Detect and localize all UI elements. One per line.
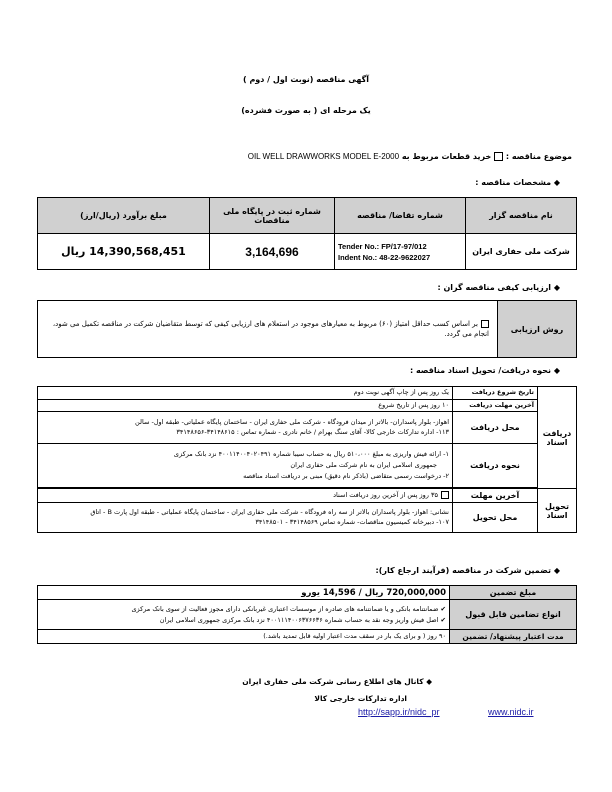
receive-method-value: ۱- ارائه فیش واریزی به مبلغ ۵۱۰،۰۰۰ ریال به حساب سیبا شماره ۴۰۰۱۱۴۰۰۴۰۲۰۴۹۱ نزد بانک مرکزی جمهوری اسلامی ایران به نام شرکت ملی حفاری ایران ۲- درخواست رسمی متقاضی (باذکر نام دقیق) مبنی بر دریافت اسناد مناقصه [38,444,453,488]
guarantee-types-value: ✔ ضمانتنامه بانکی و یا ضمانتنامه های صادره از موسسات اعتباری غیربانکی دارای مجوز فعالیت از سوی بانک مرکزی ✔ اصل فیش واریز وجه نقد به حساب شماره ۴۰۰۱۱۱۴۰۰۶۳۷۶۶۳۶ نزد بانک مرکزی جمهوری اسلامی ایران [38,600,450,630]
estimate-amount: 14,390,568,451 ریال [38,234,210,270]
last-deadline-value: ۳۵ روز پس از آخرین روز دریافت اسناد [38,489,453,503]
title-line-1: آگهی مناقصه (نوبت اول / دوم ) [243,75,369,84]
section-evaluation-title: ◆ ارزیابی کیفی مناقصه گران : [437,283,560,292]
footer-department: اداره تدارکات خارجی کالا [314,694,407,703]
receive-place-value: اهواز- بلوار پاسداران- بالاتر از میدان فرودگاه - شرکت ملی حفاری ایران - ساختمان پایگاه عملیاتی- طبقه اول- سالن ۱۱۳- اداره تدارکات خارجی کالا- آقای سنگ بهرام / خانم نادری - شماره تماس : ۳۴۱۴۸۶۱۵-۳۴۱۴۸۶۵۶ [38,412,453,444]
deliver-place-value: نشانی: اهواز- بلوار پاسداران بالاتر از سه راه فرودگاه - شرکت ملی حفاری ایران - ساختمان پایگاه عملیاتی - طبقه اول پارت B - اتاق ۱۰۷- دبیرخانه کمیسیون مناقصات- شماره تماس ۳۴۱۴۸۵۶۹ - ۳۴۱۴۸۵۰۱ [38,503,453,533]
guarantee-table [37,585,577,644]
organizer-name: شرکت ملی حفاری ایران [466,234,577,270]
start-date-label: تاریخ شروع دریافت [453,387,538,400]
diamond-bullet-icon: ◆ [553,283,560,292]
checkbox-icon [494,152,503,161]
guarantee-amount-label: مبلغ تضمین [450,586,577,600]
header-estimate: مبلغ برآورد (ریال/ارز) [38,198,210,234]
title-line-2: یک مرحله ای ( به صورت فشرده) [241,106,371,115]
nidc-website-link[interactable]: www.nidc.ir [488,707,534,717]
start-date-value: یک روز پس از چاپ آگهی نوبت دوم [38,387,453,400]
receive-method-label: نحوه دریافت [453,444,538,488]
section-documents-title: ◆ نحوه دریافت/ تحویل اسناد مناقصه : [409,366,560,375]
subject-model: OIL WELL DRAWWORKS MODEL E-2000 [247,152,400,161]
receive-place-label: محل دریافت [453,412,538,444]
validity-value: ۹۰ روز ( و برای یک بار در سقف مدت اعتبار اولیه قابل تمدید باشد.) [38,630,450,644]
tender-no: Tender No.: FP/17-97/012 [338,241,427,251]
deliver-documents-label: تحویل اسناد [538,489,577,533]
diamond-bullet-icon: ◆ [426,677,432,686]
specs-table [37,197,577,270]
section-guarantee-title: ◆ تضمین شرکت در مناقصه (فرآیند ارجاع کار): [375,566,560,575]
deadline-value: ۱۰ روز پس از تاریخ شروع [38,399,453,412]
documents-table [37,386,577,533]
header-organizer: نام مناقصه گزار [466,198,577,234]
last-deadline-label: آخرین مهلت [453,489,538,503]
diamond-bullet-icon: ◆ [553,178,560,187]
checkbox-icon [441,491,449,499]
checkmark-icon: ✔ [440,615,446,624]
indent-no: Indent No.: 48-22-9622027 [338,252,431,262]
tender-numbers [335,234,466,270]
guarantee-amount-value: 720,000,000 ریال / 14,596 یورو [38,586,450,600]
guarantee-types-label: انواع تضامین قابل قبول [450,600,577,630]
section-specs-title: ◆ مشخصات مناقصه : [475,178,560,187]
diamond-bullet-icon: ◆ [553,566,560,575]
validity-label: مدت اعتبار پیشنهاد/ تضمین [450,630,577,644]
evaluation-method-text: بر اساس کسب حداقل امتیاز (۶۰) مربوط به معیارهای موجود در استعلام های ارزیابی کیفی که توسط متقاضیان شرکت در مناقصه تکمیل می شود، انجام می گردد. [38,301,498,358]
header-tender-no: شماره تقاضا/ مناقصه [335,198,466,234]
subject-line [248,152,572,161]
registry-number: 3,164,696 [210,234,335,270]
checkbox-icon [481,320,489,328]
evaluation-method-label: روش ارزیابی [498,301,577,358]
evaluation-table [37,300,577,358]
checkmark-icon: ✔ [440,604,446,613]
diamond-bullet-icon: ◆ [553,366,560,375]
receive-documents-label: دریافت اسناد [538,387,577,489]
deadline-label: آخرین مهلت دریافت [453,399,538,412]
deliver-place-label: محل تحویل [453,503,538,533]
subject-text: خرید قطعات مربوط به [401,152,492,161]
footer-channels: ◆ کانال های اطلاع رسانی شرکت ملی حفاری ایران [242,677,432,686]
subject-label: موضوع مناقصه : [505,152,572,161]
sapp-link[interactable]: http://sapp.ir/nidc_pr [358,707,440,717]
header-registry-no: شماره ثبت در پایگاه ملی مناقصات [210,198,335,234]
